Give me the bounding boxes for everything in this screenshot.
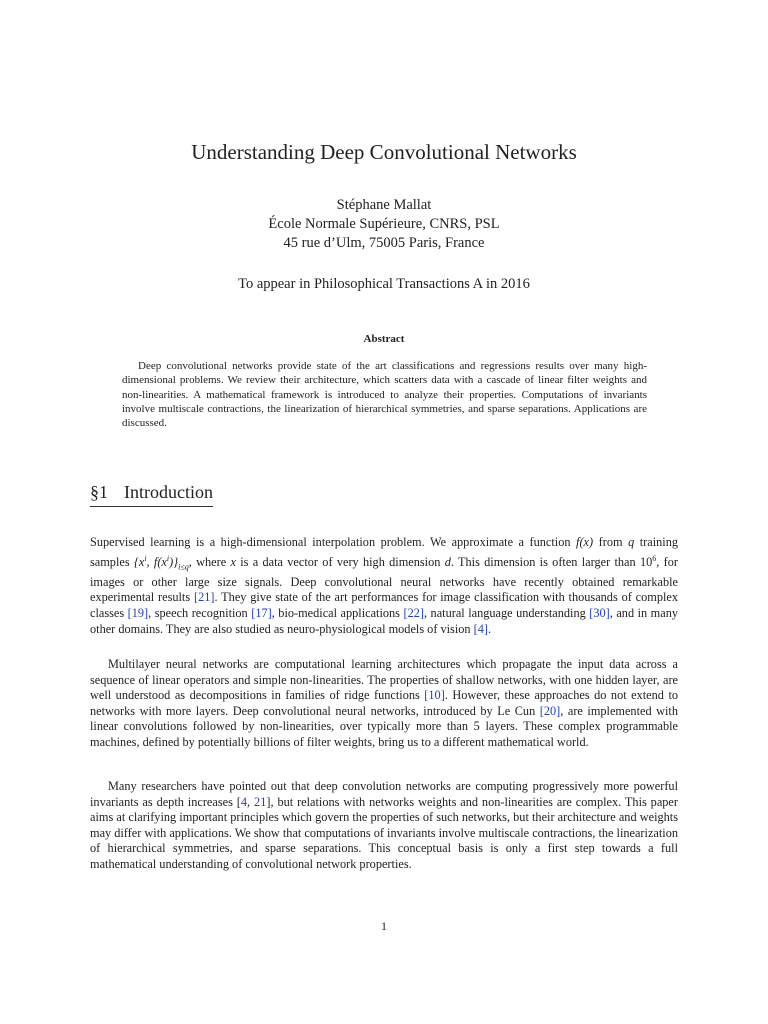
citation-link[interactable]: [17] (251, 605, 272, 620)
text-run: training samples (90, 535, 679, 569)
math-part: {x (133, 554, 145, 569)
author-address: 45 rue d’Ulm, 75005 Paris, France (283, 235, 485, 251)
math-sup: i (144, 553, 147, 563)
math-sup: 6 (652, 553, 657, 563)
text-run: . This dimension is often larger than (450, 554, 640, 569)
math-samples (133, 553, 189, 572)
author-affiliation: École Normale Supérieure, CNRS, PSL (268, 216, 500, 232)
math-x: x (230, 554, 236, 569)
math-part: 10 (639, 554, 653, 569)
paragraph-2 (90, 657, 678, 751)
paper-title: Understanding Deep Convolutional Networks (191, 140, 577, 164)
math-ten-power (640, 555, 656, 569)
citation-link[interactable]: [21] (193, 590, 215, 605)
citation-link[interactable]: 21 (254, 794, 267, 809)
paragraph-3 (90, 779, 678, 873)
citation-link[interactable]: [20] (539, 703, 561, 718)
math-sup: i (166, 553, 170, 563)
math-part: )} (169, 554, 179, 569)
citation-separator: , (247, 794, 255, 809)
text-run: , natural language understanding (423, 605, 590, 620)
text-run: Many researchers have pointed out that deep convolution networks are computing progressively more powerful invariants as depth increases (90, 779, 678, 809)
citation-link[interactable]: [19] (127, 605, 149, 620)
text-run: from (593, 535, 629, 549)
math-sub: i≤q (178, 562, 189, 572)
section-heading (90, 482, 213, 507)
text-run: , bio-medical applications (271, 605, 404, 620)
math-fx: f(x) (576, 535, 594, 549)
section-title: Introduction (124, 482, 213, 502)
text-run: , where (188, 554, 231, 569)
section-number: §1 (90, 482, 108, 502)
text-run: . However, these approaches do not extend to networks with more layers. Deep convolutional neural networks, introduced by Le Cun (90, 688, 679, 718)
math-d: d (444, 554, 451, 569)
math-q: q (628, 535, 635, 549)
text-run: , speech recognition (148, 605, 252, 620)
citation-link[interactable]: 4 (240, 794, 248, 809)
text-run: , but relations with networks weights and non-linearities are complex. This paper aims at clarifying important principles which govern the properties of such networks, but their architecture and weights may differ with applications. We show that computations of invariants involve multiscale contractions, the linearization of hierarchical symmetries, and sparse separations. This conceptual basis is only a first step towards a full mathematical understanding of convolutional network properties. (90, 794, 678, 871)
citation-bracket: [ (236, 794, 241, 809)
author-block (0, 196, 768, 253)
text-run: . They give state of the art performances for image classification with thousands of complex classes (90, 590, 678, 620)
page-number: 1 (381, 919, 387, 933)
math-part: , f(x (146, 554, 167, 569)
paragraph-1 (90, 535, 678, 637)
text-run: , and in many other domains. They are also studied as neuro-physiological models of vision (90, 605, 678, 636)
citation-link[interactable]: [30] (589, 605, 610, 620)
text-run: Supervised learning is a high-dimensional interpolation problem. We approximate a function (90, 535, 577, 549)
citation-link[interactable]: [4] (473, 621, 488, 636)
citation-link[interactable]: [10] (424, 688, 445, 703)
text-run: Multilayer neural networks are computational learning architectures which propagate the input data across a sequence of linear operators and simple non-linearities. The properties of shallow networks, with one hidden layer, are well understood as decompositions in families of ridge functions (90, 657, 678, 703)
text-run: is a data vector of very high dimension (235, 554, 445, 569)
text-run: , are implemented with linear convolutions followed by non-linearities, over typically more than 5 layers. These complex programmable machines, defined by potentially billions of filter weights, bring us to a different mathematical world. (90, 703, 678, 749)
author-name: Stéphane Mallat (336, 197, 432, 213)
abstract-heading: Abstract (363, 333, 405, 345)
abstract-text: Deep convolutional networks provide state of the art classifications and regressions results over many high-dimensional problems. We review their architecture, which scatters data with a cascade of linear filter weights and non-linearities. A mathematical framework is introduced to analyze their properties. Computations of invariants involve multiscale contractions, the linearization of hierarchical symmetries, and sparse separations. Applications are discussed. (122, 360, 647, 430)
text-run: . (487, 621, 492, 636)
citation-link[interactable]: [22] (403, 605, 424, 620)
text-run: , for images or other large size signals. Deep convolutional neural networks have recently obtained remarkable experimental results (90, 554, 678, 605)
citation-bracket: ] (266, 794, 271, 809)
publication-venue: To appear in Philosophical Transactions A in 2016 (238, 276, 530, 292)
